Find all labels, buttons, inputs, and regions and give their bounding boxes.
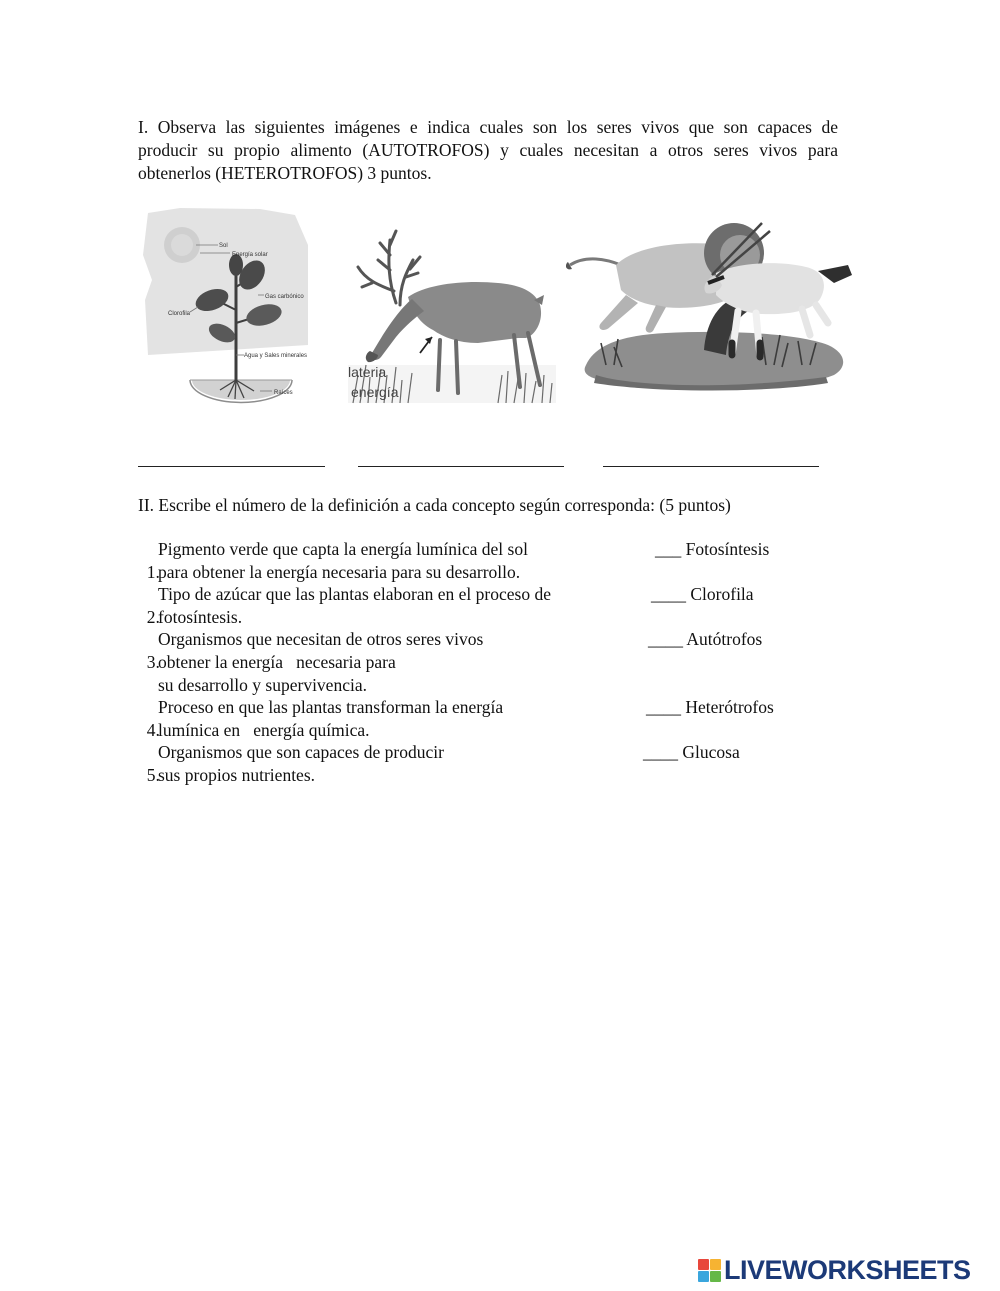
matter-label: lateria bbox=[348, 364, 387, 380]
lion-hunting-image bbox=[566, 215, 861, 395]
chlorophyll-label: Clorofila bbox=[168, 311, 191, 317]
definition-number: 4. bbox=[146, 720, 160, 740]
liveworksheets-logo-icon bbox=[698, 1259, 721, 1282]
solar-energy-label: Energía solar bbox=[232, 252, 268, 258]
definition-text: Organismos que son capaces de producir bbox=[158, 742, 444, 762]
answer-blank-1[interactable] bbox=[138, 466, 325, 467]
definition-text: obtener la energía necesaria para bbox=[158, 652, 396, 672]
sun-label: Sol bbox=[219, 243, 228, 249]
liveworksheets-logo-text: LIVEWORKSHEETS bbox=[724, 1254, 971, 1285]
question-1-line: producir su propio alimento (AUTOTROFOS) y cuales necesitan a otros seres vivos para bbox=[138, 140, 838, 160]
roots-label: Raíces bbox=[274, 390, 293, 396]
definition-text: Pigmento verde que capta la energía lumínica del sol bbox=[158, 539, 528, 559]
definition-number: 5. bbox=[146, 765, 160, 785]
definition-text: Organismos que necesitan de otros seres vivos bbox=[158, 629, 484, 649]
definition-text: Proceso en que las plantas transforman la energía bbox=[158, 697, 504, 717]
concept-glucosa[interactable]: ____ Glucosa bbox=[643, 742, 740, 762]
definition-item bbox=[138, 741, 444, 810]
definition-text: fotosíntesis. bbox=[158, 607, 243, 627]
definition-text: para obtener la energía necesaria para su desarrollo. bbox=[158, 562, 521, 582]
energy-label: energía bbox=[351, 384, 399, 400]
water-minerals-label: Agua y Sales minerales bbox=[244, 353, 308, 359]
definition-number: 3. bbox=[146, 652, 160, 672]
question-1-instructions bbox=[138, 116, 838, 185]
answer-blank-2[interactable] bbox=[358, 466, 564, 467]
definition-number: 2. bbox=[146, 607, 160, 627]
definition-text: sus propios nutrientes. bbox=[158, 765, 316, 785]
carbon-gas-label: Gas carbónico bbox=[265, 294, 304, 300]
answer-blank-3[interactable] bbox=[603, 466, 819, 467]
definition-number: 1. bbox=[146, 562, 160, 582]
deer-eating-image bbox=[348, 225, 556, 405]
definition-text: Tipo de azúcar que las plantas elaboran en el proceso de bbox=[158, 584, 551, 604]
plant-photosynthesis-image bbox=[140, 205, 310, 405]
definition-text: lumínica en energía química. bbox=[158, 720, 370, 740]
definition-text: su desarrollo y supervivencia. bbox=[158, 675, 367, 695]
question-1-line: I. Observa las siguientes imágenes e indica cuales son los seres vivos que son capaces de bbox=[138, 117, 838, 137]
liveworksheets-logo bbox=[698, 1255, 971, 1285]
question-2-title: II. Escribe el número de la definición a cada concepto según corresponda: (5 puntos) bbox=[138, 495, 731, 515]
concept-autotrofos[interactable]: ____ Autótrofos bbox=[648, 629, 763, 649]
concept-heterotrofos[interactable]: ____ Heterótrofos bbox=[646, 697, 774, 717]
question-1-line: obtenerlos (HETEROTROFOS) 3 puntos. bbox=[138, 163, 432, 183]
concept-clorofila[interactable]: ____ Clorofila bbox=[651, 584, 754, 604]
concept-fotosintesis[interactable]: ___ Fotosíntesis bbox=[655, 539, 770, 559]
